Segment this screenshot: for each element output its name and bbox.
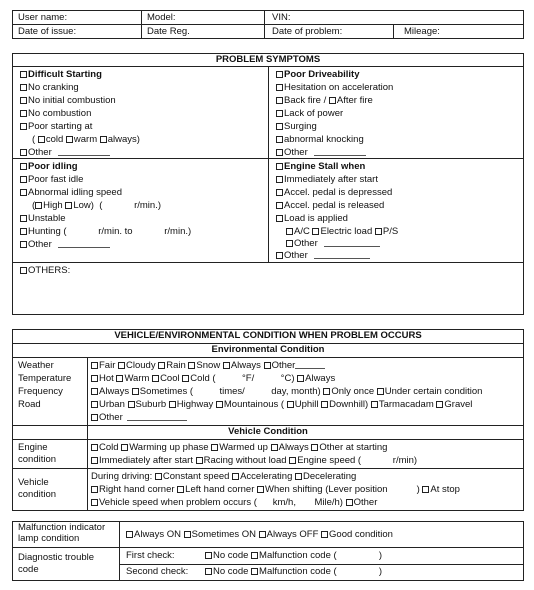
abnormal-knocking-option[interactable]: abnormal knocking (276, 134, 364, 146)
first-check-label: First check: (126, 550, 175, 561)
unstable-option[interactable]: Unstable (20, 213, 66, 225)
poor-driveability-title[interactable] (276, 69, 360, 81)
date-of-issue-label: Date of issue: (18, 26, 77, 37)
mil-label: Malfunction indicator (18, 522, 106, 533)
weather-label: Weather (18, 360, 54, 371)
difficult-starting-other[interactable]: Other (20, 147, 110, 159)
model-label: Model: (147, 12, 176, 23)
vehicle-condition-title: Vehicle Condition (228, 426, 308, 437)
back-fire-option[interactable]: Back fire / After fire (276, 95, 373, 107)
vehicle-environment-title: VEHICLE/ENVIRONMENTAL CONDITION WHEN PROBLEM OCCURS (114, 330, 422, 341)
poor-driveability-other[interactable]: Other (276, 147, 366, 159)
surging-option[interactable]: Surging (276, 121, 317, 133)
environmental-condition-title: Environmental Condition (211, 344, 325, 355)
engine-condition-options-2[interactable]: Immediately after start Racing without load Engine speed ( r/min) (91, 455, 417, 467)
difficult-starting-title[interactable] (20, 69, 102, 81)
poor-fast-idle-option[interactable]: Poor fast idle (20, 174, 83, 186)
stall-accel-depressed[interactable]: Accel. pedal is depressed (276, 187, 392, 199)
vin-label: VIN: (272, 12, 291, 23)
engine-condition-label: Engine (18, 442, 48, 453)
engine-stall-checkbox[interactable] (276, 163, 283, 170)
poor-driveability-checkbox[interactable] (276, 71, 283, 78)
hunting-option[interactable]: Hunting ( r/min. to r/min.) (20, 226, 191, 238)
poor-starting-option[interactable]: Poor starting at (20, 121, 92, 133)
poor-idling-checkbox[interactable] (20, 163, 27, 170)
first-check-options[interactable]: No code Malfunction code ( ) (205, 550, 382, 562)
mileage-label: Mileage: (404, 26, 440, 37)
poor-idling-title[interactable] (20, 161, 78, 173)
difficult-starting-label: Difficult Starting (28, 69, 102, 80)
engine-stall-title[interactable] (276, 161, 365, 173)
no-combustion-option[interactable]: No combustion (20, 108, 91, 120)
date-reg-label: Date Reg. (147, 26, 190, 37)
road-other[interactable]: Other (91, 412, 187, 424)
user-name-label: User name: (18, 12, 68, 23)
weather-options[interactable]: Fair Cloudy Rain Snow Always Other (91, 360, 325, 372)
engine-condition-options[interactable]: Cold Warming up phase Warmed up Always Other at starting (91, 442, 387, 454)
temperature-options[interactable]: Hot Warm Cool Cold ( °F/ °C) Always (91, 373, 335, 385)
vehicle-condition-driving[interactable]: During driving: Constant speed Accelerating Decelerating (91, 471, 357, 482)
engine-stall-label: Engine Stall when (284, 161, 366, 172)
vehicle-condition-speed[interactable]: Vehicle speed when problem occurs ( km/h, Mile/h) Other (91, 497, 377, 509)
engine-stall-other[interactable]: Other (276, 250, 370, 262)
vehicle-condition-label2: condition (18, 489, 57, 500)
no-initial-combustion-option[interactable]: No initial combustion (20, 95, 116, 107)
dtc-label-2: code (18, 564, 39, 575)
difficult-starting-checkbox[interactable] (20, 71, 27, 78)
road-options[interactable]: Urban Suburb Highway Mountainous ( Uphill Downhill) Tarmacadam Gravel (91, 399, 472, 411)
mil-label-2: lamp condition (18, 533, 80, 544)
second-check-label: Second check: (126, 566, 189, 577)
poor-idling-other[interactable]: Other (20, 239, 110, 251)
frequency-options[interactable]: Always Sometimes ( times/ day, month) Only once Under certain condition (91, 386, 482, 398)
poor-driveability-label: Poor Driveability (284, 69, 360, 80)
temperature-label: Temperature (18, 373, 72, 384)
vehicle-condition-corners[interactable]: Right hand corner Left hand corner When shifting (Lever position ) At stop (91, 484, 460, 496)
road-label: Road (18, 399, 41, 410)
hesitation-option[interactable]: Hesitation on acceleration (276, 82, 393, 94)
stall-load-types[interactable]: A/C Electric load P/S (286, 226, 398, 238)
stall-accel-released[interactable]: Accel. pedal is released (276, 200, 384, 212)
stall-load-other[interactable]: Other (286, 238, 380, 250)
dtc-label: Diagnostic trouble (18, 552, 95, 563)
problem-symptoms-title: PROBLEM SYMPTOMS (215, 54, 321, 65)
lack-of-power-option[interactable]: Lack of power (276, 108, 343, 120)
poor-idling-label: Poor idling (28, 161, 78, 172)
others-option[interactable]: OTHERS: (20, 265, 70, 277)
no-cranking-option[interactable]: No cranking (20, 82, 79, 94)
date-of-problem-label: Date of problem: (272, 26, 343, 37)
poor-starting-conditions[interactable]: ( cold warm always) (32, 134, 140, 145)
vehicle-condition-label: Vehicle (18, 477, 49, 488)
frequency-label: Frequency (18, 386, 63, 397)
mil-options[interactable]: Always ON Sometimes ON Always OFF Good condition (126, 529, 393, 541)
engine-condition-label2: condition (18, 454, 57, 465)
idling-high-low[interactable]: ( High Low) ( r/min.) (32, 200, 161, 211)
second-check-options[interactable]: No code Malfunction code ( ) (205, 566, 382, 578)
abnormal-idling-speed-option[interactable]: Abnormal idling speed (20, 187, 122, 199)
stall-immediately-after-start[interactable]: Immediately after start (276, 174, 378, 186)
stall-load-applied[interactable]: Load is applied (276, 213, 348, 225)
